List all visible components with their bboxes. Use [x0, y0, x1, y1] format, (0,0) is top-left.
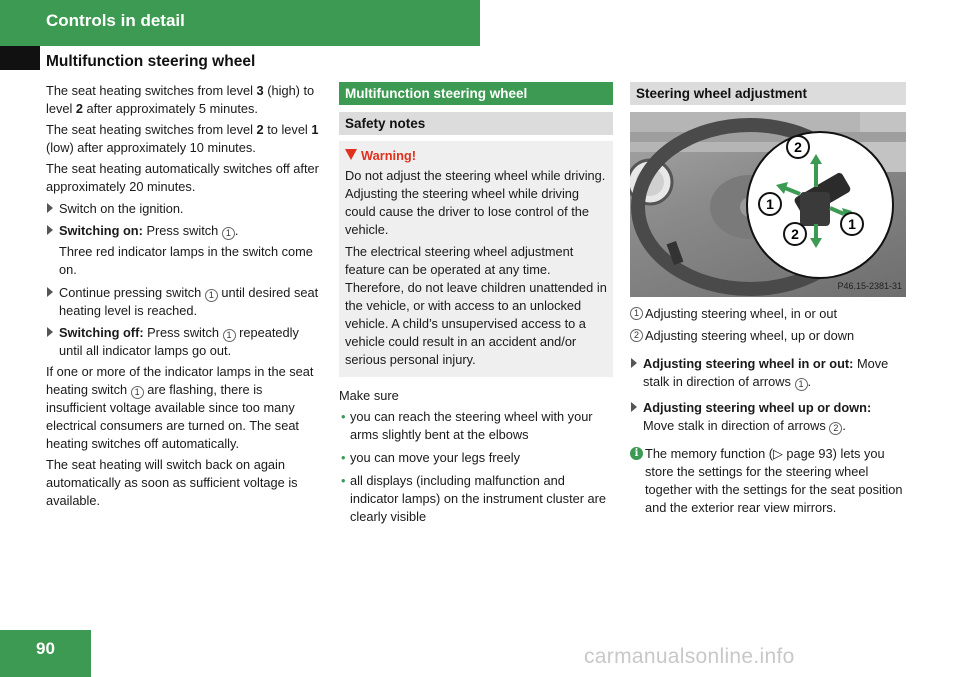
callout-1-icon: 1	[223, 329, 236, 342]
paragraph: The seat heating will switch back on again automatically as soon as sufficient voltage is available.	[46, 457, 298, 508]
step-adjust-up-down: Adjusting steering wheel up or down: Move stalk in direction of arrows 2 .	[630, 399, 906, 435]
make-sure-label: Make sure	[339, 388, 399, 403]
callout-1-icon	[841, 213, 863, 235]
callout-2-icon	[787, 136, 809, 158]
svg-text:2: 2	[794, 139, 802, 155]
step-adjust-in-out: Adjusting steering wheel in or out: Move stalk in direction of arrows 1 .	[630, 355, 906, 391]
step-continue-pressing: Continue pressing switch 1 until desired seat heating level is reached.	[46, 284, 322, 320]
page-reference-link[interactable]: ▷ page 93	[773, 446, 833, 461]
chapter-title: Controls in detail	[46, 11, 185, 30]
step-switch-ignition: Switch on the ignition.	[46, 200, 322, 218]
info-icon: i	[630, 447, 643, 460]
page-number: 90	[36, 639, 55, 658]
warning-title: Warning!	[345, 147, 607, 165]
list-item: • you can move your legs freely	[339, 449, 613, 467]
info-note: i The memory function (▷ page 93) lets you store the settings for the steering wheel together with the settings for the seat position and the exterior rear view mirrors.	[630, 445, 906, 517]
step-switching-off: Switching off: Press switch 1 repeatedly until all indicator lamps go out.	[46, 324, 322, 360]
warning-box	[339, 141, 613, 377]
step-arrow-icon	[47, 287, 53, 297]
section-heading: Steering wheel adjustment	[630, 82, 906, 105]
svg-text:2: 2	[791, 226, 799, 242]
column-seat-heating	[46, 82, 322, 513]
callout-1-icon: 1	[795, 378, 808, 391]
watermark: carmanualsonline.info	[584, 645, 795, 668]
column-safety-notes	[339, 82, 613, 531]
step-switching-on: Switching on: Press switch 1 .	[46, 222, 322, 240]
section-heading: Multifunction steering wheel	[339, 82, 613, 105]
step-arrow-icon	[47, 203, 53, 213]
legend-item: 1 Adjusting steering wheel, in or out	[630, 305, 906, 323]
subsection-heading: Safety notes	[339, 112, 613, 135]
warning-triangle-icon	[345, 149, 357, 160]
paragraph: If one or more of the indicator lamps in the seat heating switch 1 are flashing, there is insufficient voltage available since too many electrical consumers are turned on. The seat heating switches off automatically.	[46, 364, 314, 451]
warning-text: The electrical steering wheel adjustment feature can be operated at any time. Therefore, do not leave children unattended in the vehicle, or with access to an unlocked vehicle. A child’s unsupervised access to a vehicle could result in an accident and/or serious personal injury.	[345, 244, 607, 367]
section-tab-marker	[0, 46, 40, 70]
image-reference-label: P46.15-2381-31	[837, 281, 902, 291]
step-arrow-icon	[631, 358, 637, 368]
step-arrow-icon	[47, 225, 53, 235]
warning-text: Do not adjust the steering wheel while driving. Adjusting the steering wheel while driving could cause the driver to lose control of the vehicle.	[345, 168, 606, 237]
step-arrow-icon	[631, 402, 637, 412]
paragraph: The seat heating switches from level 3 (high) to level 2 after approximately 5 minutes.	[46, 83, 315, 116]
callout-1-icon	[759, 193, 781, 215]
callout-2-icon	[784, 223, 806, 245]
callout-2-icon: 2	[630, 329, 643, 342]
step-result: Three red indicator lamps in the switch come on.	[59, 244, 313, 277]
column-steering-adjustment	[630, 82, 906, 517]
callout-2-icon: 2	[829, 422, 842, 435]
step-arrow-icon	[47, 327, 53, 337]
steering-wheel-illustration	[630, 112, 906, 297]
callout-1-icon: 1	[222, 227, 235, 240]
svg-text:1: 1	[848, 216, 856, 232]
callout-1-icon: 1	[630, 307, 643, 320]
header-bar	[0, 0, 480, 46]
list-item: • you can reach the steering wheel with your arms slightly bent at the elbows	[339, 408, 613, 444]
list-item: • all displays (including malfunction and indicator lamps) on the instrument cluster are clearly visible	[339, 472, 613, 526]
page-title: Multifunction steering wheel	[46, 53, 256, 70]
steering-wheel-photo	[630, 112, 906, 297]
paragraph: The seat heating automatically switches off after approximately 20 minutes.	[46, 161, 319, 194]
paragraph: The seat heating switches from level 2 to level 1 (low) after approximately 10 minutes.	[46, 122, 319, 155]
legend-item: 2 Adjusting steering wheel, up or down	[630, 327, 906, 345]
svg-text:1: 1	[766, 196, 774, 212]
callout-1-icon: 1	[131, 386, 144, 399]
callout-1-icon: 1	[205, 289, 218, 302]
page-number-box	[0, 630, 91, 677]
